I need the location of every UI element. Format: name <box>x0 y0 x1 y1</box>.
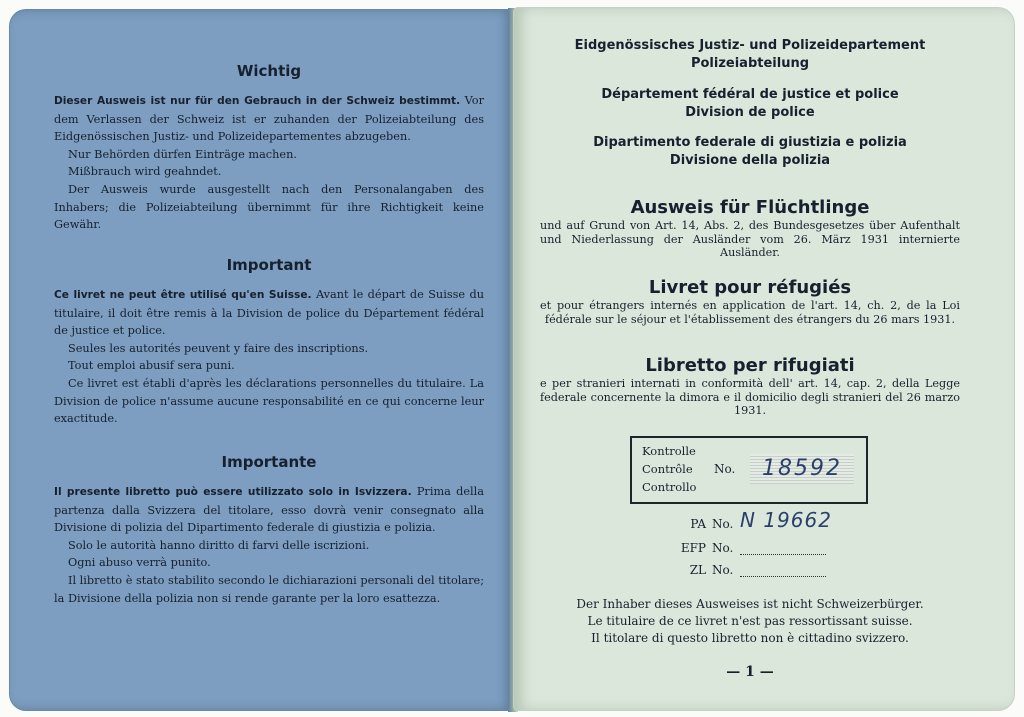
control-number: 18592 <box>750 454 854 484</box>
section-wichtig <box>54 92 484 234</box>
citizenship-notice <box>540 596 960 647</box>
page-number: — 1 — <box>726 664 774 680</box>
heading-wichtig: Wichtig <box>236 62 302 80</box>
lead-rest-important: Avant le départ de Suisse du titulaire, il doit être remis à la Division de police du Département fédéral de justice et police. <box>54 288 485 338</box>
line-important-3: Ce livret est établi d'après les déclarations personnelles du titulaire. La Division de police n'assume aucune responsabilité en ce qui concerne leur exactitude. <box>54 376 484 426</box>
ref-efp-label: EFP <box>680 541 706 555</box>
dept-fr <box>540 86 960 122</box>
dept-it-line2: Divisione della polizia <box>669 153 831 168</box>
heading-important: Important <box>226 256 312 274</box>
dept-de-line2: Polizeiabteilung <box>690 56 810 71</box>
title-fr: Livret pour réfugiés <box>648 277 852 298</box>
dept-it-line1: Dipartimento federale di giustizia e polizia <box>593 135 907 150</box>
title-block-fr <box>540 277 960 326</box>
lead-rest-wichtig: Vor dem Verlassen der Schweiz ist er zuhanden der Polizeiabteilung des Eidgenössischen Justiz- und Polizeidepartementes abzugeben. <box>54 94 484 144</box>
subtitle-de: und auf Grund von Art. 14, Abs. 2, des Bundesgesetzes über Aufenthalt und Niederlassung der Ausländer vom 26. März 1931 internierte Ausländer. <box>540 219 960 259</box>
lead-importante: Il presente libretto può essere utilizzato solo in Isvizzera. <box>54 486 412 498</box>
ref-pa-value: N 19662 <box>740 508 832 532</box>
control-no-label: No. <box>714 462 736 476</box>
line-important-1: Seules les autorités peuvent y faire des inscriptions. <box>68 341 369 355</box>
line-wichtig-2: Mißbrauch wird geahndet. <box>68 165 222 179</box>
ref-zl-label: ZL <box>689 563 706 577</box>
ref-pa-no: No. <box>712 517 734 531</box>
lead-wichtig: Dieser Ausweis ist nur für den Gebrauch in der Schweiz bestimmt. <box>54 95 461 107</box>
lead-rest-importante: Prima della partenza dalla Svizzera del titolare, esso dovrà venir consegnato alla Divisione di polizia del Dipartimento federale di giustizia e polizia. <box>54 485 484 535</box>
line-importante-1: Solo le autorità hanno diritto di farvi delle iscrizioni. <box>68 538 370 552</box>
notice-fr: Le titulaire de ce livret n'est pas ressortissant suisse. <box>587 614 913 628</box>
dept-fr-line2: Division de police <box>685 105 815 120</box>
ref-zl-dotted-line <box>740 564 826 577</box>
dept-de <box>540 37 960 73</box>
title-it: Libretto per rifugiati <box>645 355 855 376</box>
line-wichtig-1: Nur Behörden dürfen Einträge machen. <box>68 147 297 161</box>
section-importante <box>54 483 484 607</box>
ref-pa-label: PA <box>690 517 706 531</box>
dept-de-line1: Eidgenössisches Justiz- und Polizeidepartement <box>574 38 926 53</box>
title-block-de <box>540 197 960 260</box>
ref-efp-no: No. <box>712 541 734 555</box>
line-important-2: Tout emploi abusif sera puni. <box>68 359 235 373</box>
heading-importante: Importante <box>221 453 317 471</box>
control-label-de: Kontrolle <box>642 444 696 458</box>
lead-important: Ce livret ne peut être utilisé qu'en Suisse. <box>54 289 312 301</box>
ref-efp-dotted-line <box>740 542 826 555</box>
section-important <box>54 286 484 428</box>
line-importante-3: Il libretto è stato stabilito secondo le dichiarazioni personali del titolare; la Divisione della polizia non si rende garante per la loro esattezza. <box>54 573 484 605</box>
dept-fr-line1: Département fédéral de justice et police <box>601 87 899 102</box>
control-label-fr: Contrôle <box>642 462 693 476</box>
line-wichtig-3: Der Ausweis wurde ausgestellt nach den Personalangaben des Inhabers; die Polizeiabteilung übernimmt für ihre Richtigkeit keine Gewähr. <box>54 182 484 232</box>
subtitle-it: e per stranieri internati in conformità dell' art. 14, cap. 2, della Legge federale concernente la dimora e il domicilio degli stranieri del 26 marzo 1931. <box>540 377 960 417</box>
title-de: Ausweis für Flüchtlinge <box>630 197 870 218</box>
control-box <box>630 436 868 504</box>
ref-zl-no: No. <box>712 563 734 577</box>
line-importante-2: Ogni abuso verrà punito. <box>68 556 211 570</box>
notice-it: Il titolare di questo libretto non è cittadino svizzero. <box>591 631 909 645</box>
title-block-it <box>540 355 960 418</box>
notice-de: Der Inhaber dieses Ausweises ist nicht Schweizerbürger. <box>576 597 924 611</box>
control-label-it: Controllo <box>642 480 697 494</box>
subtitle-fr: et pour étrangers internés en application de l'art. 14, ch. 2, de la Loi fédérale sur le séjour et l'établissement des étrangers du 26 mars 1931. <box>540 299 960 326</box>
dept-it <box>540 134 960 170</box>
